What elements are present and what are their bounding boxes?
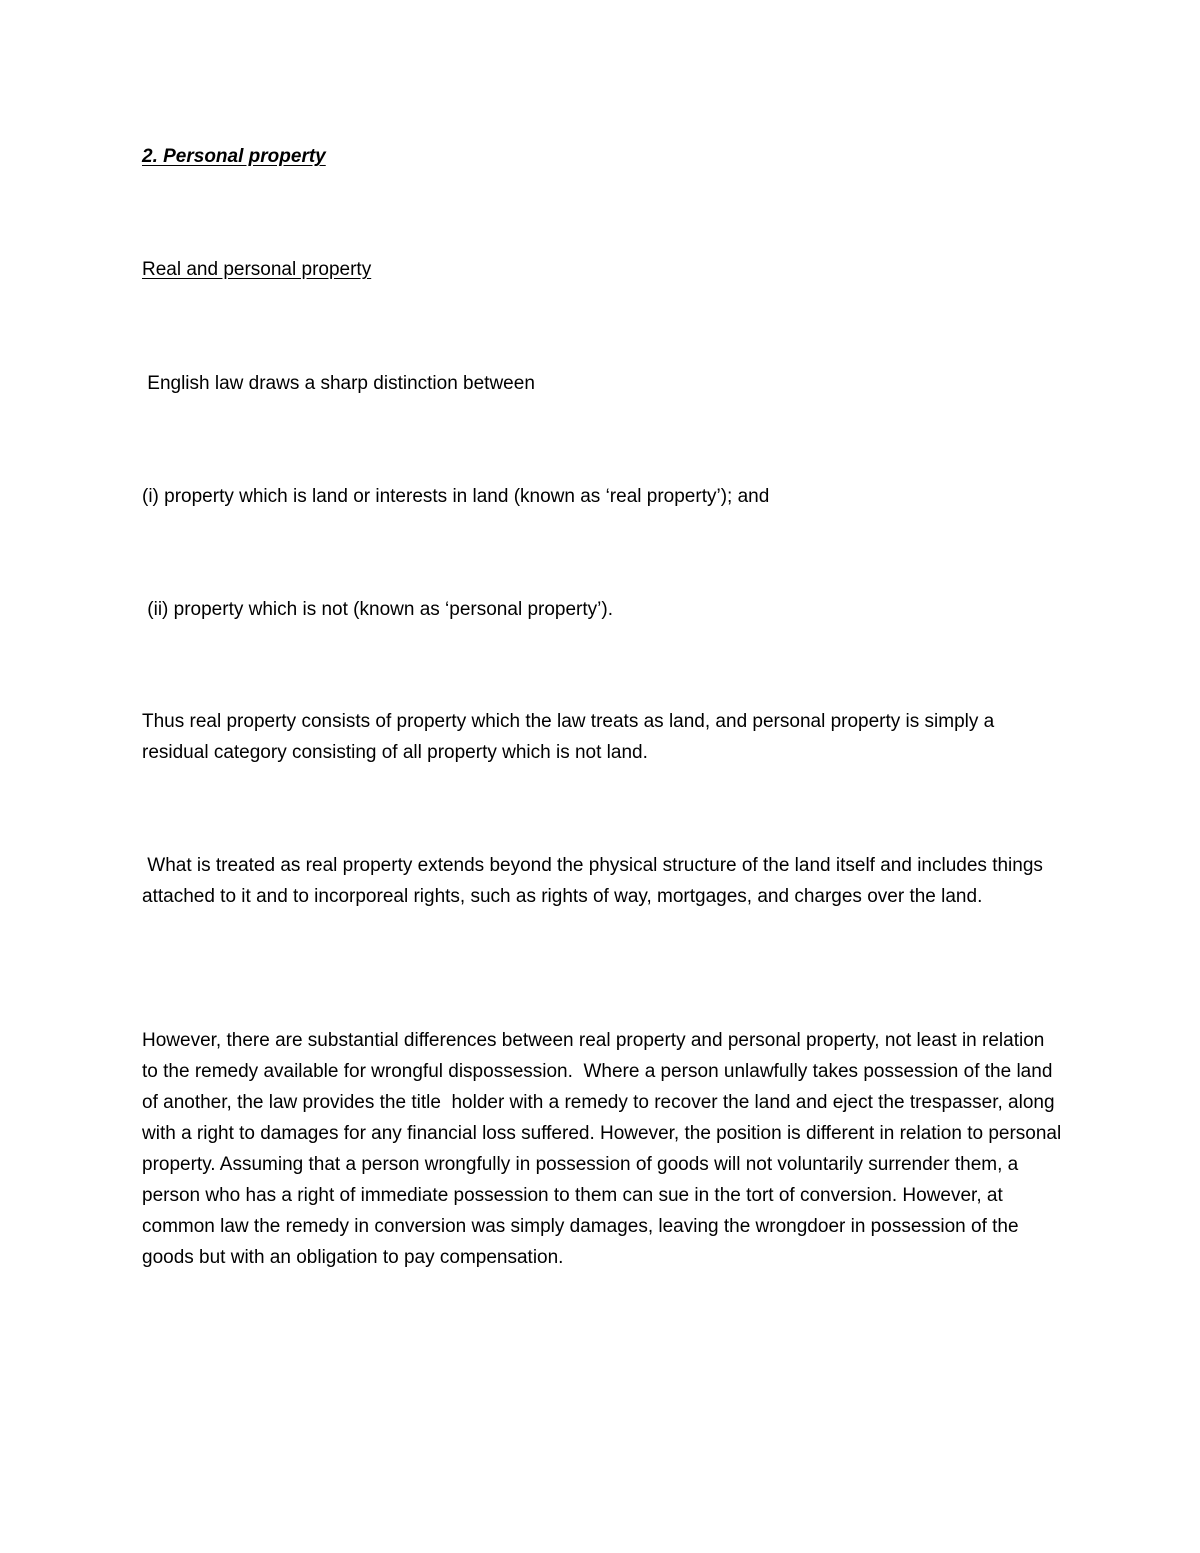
list-item-i: (i) property which is land or interests in land (known as ‘real property’); and [142, 486, 770, 507]
section-heading: 2. Personal property [142, 146, 326, 167]
subsection-heading: Real and personal property [142, 259, 372, 280]
paragraph-treated-as-real: What is treated as real property extends beyond the physical structure of the land itself and includes things attached to it and to incorporeal rights, such as rights of way, mortgages, and charges over the land. [142, 855, 1049, 907]
list-item-ii: (ii) property which is not (known as ‘personal property’). [142, 599, 613, 620]
intro-text: English law draws a sharp distinction between [142, 373, 535, 394]
paragraph-real-property: Thus real property consists of property which the law treats as land, and personal property is simply a residual category consisting of all property which is not land. [142, 711, 1000, 763]
paragraph-differences: However, there are substantial differences between real property and personal property, not least in relation to the remedy available for wrongful dispossession. Where a person unlawfully takes possession of the land of another, the law provides the title holder with a remedy to recover the land and eject the trespasser, along with a right to damages for any financial loss suffered. However, the position is different in relation to personal property. Assuming that a person wrongfully in possession of goods will not voluntarily surrender them, a person who has a right of immediate possession to them can sue in the tort of conversion. However, at common law the remedy in conversion was simply damages, leaving the wrongdoer in possession of the goods but with an obligation to pay compensation. [142, 1030, 1067, 1268]
